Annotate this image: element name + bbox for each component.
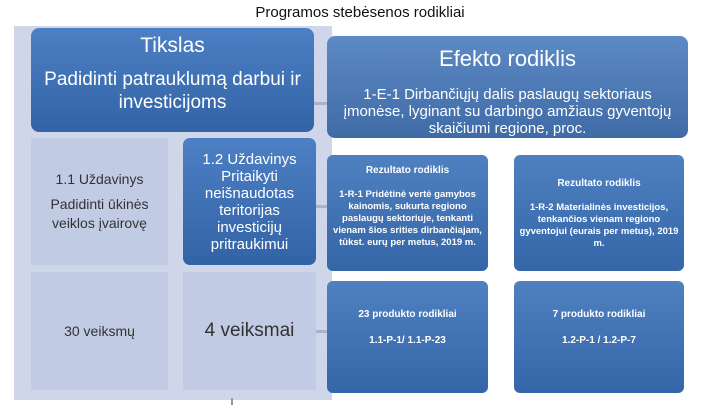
task-1-actions bbox=[31, 272, 168, 390]
output-1-text: 1.1-P-1/ 1.1-P-23 bbox=[369, 335, 446, 346]
task-2-actions bbox=[183, 272, 316, 390]
goal-heading: Tikslas bbox=[140, 34, 205, 57]
goal-box bbox=[31, 28, 314, 132]
task-1-box bbox=[31, 138, 168, 265]
effect-heading: Efekto rodiklis bbox=[439, 46, 576, 71]
effect-text: 1-E-1 Dirbančiųjų dalis paslaugų sektoriaus įmonėse, lyginant su darbingo amžiaus gyventojų skaičiumi regione, proc. bbox=[343, 86, 672, 137]
output-2-text: 1.2-P-1 / 1.2-P-7 bbox=[562, 335, 636, 346]
output-indicators-1 bbox=[327, 281, 488, 393]
goal-text: Padidinti patrauklumą darbui ir investicijoms bbox=[44, 69, 301, 113]
page-title: Programos stebėsenos rodikliai bbox=[255, 4, 465, 21]
effect-indicator-box bbox=[327, 36, 688, 138]
output-indicators-2 bbox=[514, 281, 684, 393]
task-2-heading: 1.2 Uždavinys bbox=[202, 150, 297, 168]
connector-line bbox=[314, 102, 328, 105]
result-indicator-2 bbox=[514, 155, 684, 271]
task-2-actions-label: 4 veiksmai bbox=[204, 320, 295, 341]
result-indicator-1 bbox=[327, 155, 488, 271]
task-2-text: Pritaikyti neišnaudotas teritorijas investicijų pritraukimui bbox=[204, 167, 295, 253]
result-1-text: 1-R-1 Pridėtinė vertė gamybos kainomis, sukurta regiono paslaugų sektoriuje, tenkanti vienam šios srities dirbančiajam, tūkst. eurų per metus, 2019 m. bbox=[333, 189, 482, 248]
output-2-heading: 7 produkto rodikliai bbox=[552, 309, 646, 320]
task-1-text: Padidinti ūkinės veiklos įvairovę bbox=[50, 196, 149, 231]
result-1-heading: Rezultato rodiklis bbox=[365, 165, 450, 176]
result-2-text: 1-R-2 Materialinės investicijos, tenkančios vienam regiono gyventojui (eurais per metus), 2019 m. bbox=[519, 202, 679, 249]
task-1-actions-label: 30 veiksmų bbox=[64, 323, 135, 339]
task-1-heading: 1.1 Uždavinys bbox=[55, 171, 144, 187]
result-2-heading: Rezultato rodiklis bbox=[557, 178, 641, 189]
divider-tick bbox=[231, 398, 233, 405]
output-1-heading: 23 produkto rodikliai bbox=[358, 309, 457, 320]
task-2-box bbox=[183, 138, 316, 265]
